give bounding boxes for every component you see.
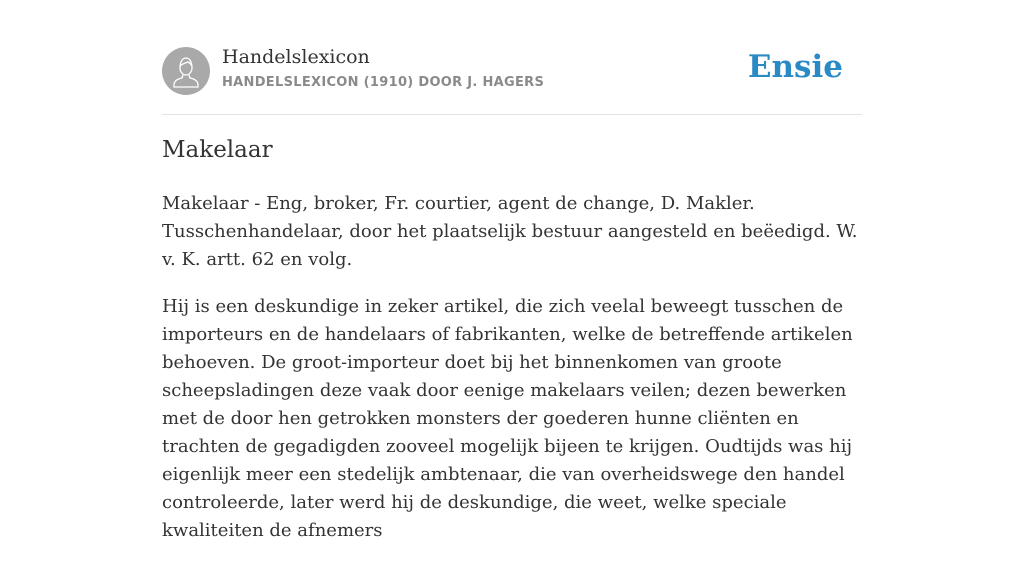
source-header — [162, 46, 862, 115]
article-body — [162, 190, 862, 564]
paragraph: Hij is een deskundige in zeker artikel, die zich veelal beweegt tusschen de importeurs en de handelaars of fabrikanten, welke de betreffende artikelen behoeven. De groot-importeur doet bij het binnenkomen van groote scheepsladingen deze vaak door eenige makelaars veilen; dezen bewerken met de door hen getrokken monsters der goederen hunne cliënten en trachten de gegadigden zooveel mogelijk bijeen te krijgen. Oudtijds was hij eigenlijk meer een stedelijk ambtenaar, die van overheidswege den handel controleerde, later werd hij de deskundige, die weet, welke speciale kwaliteiten de afnemers — [162, 296, 853, 541]
source-subtitle[interactable]: HANDELSLEXICON (1910) DOOR J. HAGERS — [222, 75, 545, 90]
avatar[interactable] — [162, 47, 210, 95]
user-silhouette-icon — [162, 47, 210, 95]
paragraph: Makelaar - Eng, broker, Fr. courtier, agent de change, D. Makler. Tusschenhandelaar, door het plaatselijk bestuur aangesteld en beëedigd. W. v. K. artt. 62 en volg. — [162, 193, 858, 270]
source-title[interactable]: Handelslexicon — [222, 46, 370, 68]
article-title: Makelaar — [162, 137, 273, 163]
brand-logo[interactable]: Ensie — [747, 49, 843, 85]
